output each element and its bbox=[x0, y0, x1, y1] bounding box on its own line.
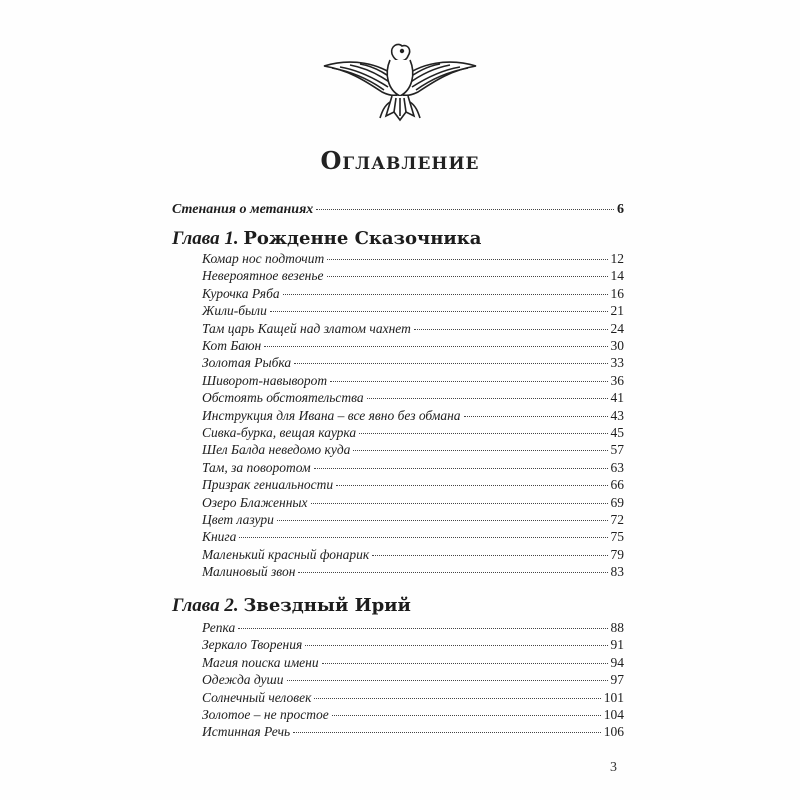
dot-leader bbox=[372, 555, 607, 556]
toc-entry[interactable] bbox=[202, 268, 624, 284]
toc-entry[interactable] bbox=[202, 286, 624, 302]
chapter-2-heading bbox=[172, 595, 411, 617]
toc-entry[interactable] bbox=[202, 547, 624, 563]
chapter-label: Глава 1. bbox=[172, 228, 239, 249]
entry-page-number: 101 bbox=[603, 689, 624, 705]
toc-entry[interactable] bbox=[202, 477, 624, 493]
entry-page-number: 75 bbox=[610, 529, 624, 545]
dot-leader bbox=[367, 398, 608, 399]
toc-entry[interactable] bbox=[202, 724, 624, 740]
entry-page-number: 104 bbox=[603, 707, 624, 722]
dot-leader bbox=[336, 485, 607, 486]
toc-entry[interactable] bbox=[202, 373, 624, 389]
dot-leader bbox=[414, 329, 608, 330]
entry-title: Цвет лазури bbox=[202, 512, 274, 527]
entry-page-number: 79 bbox=[610, 546, 624, 562]
entry-page-number: 43 bbox=[610, 407, 624, 423]
toc-entry[interactable] bbox=[202, 495, 624, 511]
entry-page-number: 6 bbox=[617, 202, 624, 217]
dot-leader bbox=[294, 363, 607, 364]
entry-page-number: 21 bbox=[610, 303, 624, 319]
chapter-title: Рожденне Сказочника bbox=[243, 228, 482, 249]
dot-leader bbox=[330, 381, 607, 382]
entry-title: Сивка-бурка, вещая каурка bbox=[202, 425, 357, 440]
chapter-label: Глава 2. bbox=[172, 595, 239, 616]
dot-leader bbox=[316, 209, 614, 210]
dot-leader bbox=[270, 311, 608, 312]
entry-title: Инструкция для Ивана – все явно без обмана bbox=[202, 407, 461, 423]
entry-page-number: 83 bbox=[610, 564, 624, 580]
entry-page-number: 69 bbox=[610, 494, 624, 510]
entry-page-number: 72 bbox=[610, 512, 624, 527]
entry-title: Обстоять обстоятельства bbox=[202, 390, 364, 406]
entry-title: Маленький красный фонарик bbox=[202, 546, 370, 562]
toc-entry[interactable] bbox=[202, 355, 624, 371]
entry-title: Одежда души bbox=[202, 672, 284, 688]
entry-title: Магия поиска имени bbox=[202, 654, 319, 670]
entry-page-number: 66 bbox=[610, 477, 624, 493]
entry-title: Золотое – не простое bbox=[202, 707, 329, 722]
entry-page-number: 94 bbox=[610, 654, 624, 670]
entry-title: Жили-были bbox=[202, 303, 267, 319]
entry-title: Истинная Речь bbox=[202, 724, 291, 740]
toc-entry[interactable] bbox=[202, 303, 624, 319]
toc-entry[interactable] bbox=[202, 442, 624, 458]
dot-leader bbox=[239, 537, 607, 538]
entry-title: Призрак гениальности bbox=[202, 477, 334, 493]
dot-leader bbox=[283, 294, 608, 295]
dot-leader bbox=[298, 572, 607, 573]
entry-page-number: 41 bbox=[610, 390, 624, 406]
toc-preface-entry[interactable] bbox=[172, 202, 624, 218]
toc-entry[interactable] bbox=[202, 251, 624, 267]
entry-page-number: 14 bbox=[610, 268, 624, 284]
entry-page-number: 12 bbox=[610, 251, 624, 266]
entry-title: Зеркало Творения bbox=[202, 637, 303, 653]
entry-title: Там, за поворотом bbox=[202, 459, 311, 475]
entry-page-number: 33 bbox=[610, 355, 624, 371]
entry-page-number: 97 bbox=[610, 672, 624, 688]
dot-leader bbox=[287, 680, 608, 681]
entry-page-number: 45 bbox=[610, 425, 624, 440]
dot-leader bbox=[314, 698, 600, 699]
dot-leader bbox=[359, 433, 607, 434]
toc-entry[interactable] bbox=[202, 408, 624, 424]
page-folio: 3 bbox=[610, 760, 617, 775]
dot-leader bbox=[293, 732, 601, 733]
entry-title: Малиновый звон bbox=[202, 564, 296, 580]
entry-title: Там царь Кащей над златом чахнет bbox=[202, 320, 411, 336]
dot-leader bbox=[311, 503, 608, 504]
dot-leader bbox=[238, 628, 607, 629]
dot-leader bbox=[277, 520, 608, 521]
entry-title: Репка bbox=[202, 620, 236, 635]
bird-ornament-icon bbox=[320, 40, 480, 124]
entry-page-number: 36 bbox=[610, 372, 624, 388]
entry-page-number: 91 bbox=[610, 637, 624, 653]
entry-title: Солнечный человек bbox=[202, 689, 312, 705]
dot-leader bbox=[322, 663, 608, 664]
chapter-title: Звездный Ирий bbox=[243, 595, 411, 616]
toc-entry[interactable] bbox=[202, 321, 624, 337]
toc-heading: Оглавление bbox=[320, 146, 480, 175]
toc-entry[interactable] bbox=[202, 564, 624, 580]
toc-entry[interactable] bbox=[202, 655, 624, 671]
entry-title: Озеро Блаженных bbox=[202, 494, 308, 510]
toc-entry[interactable] bbox=[202, 707, 624, 723]
entry-title: Шиворот-навыворот bbox=[202, 372, 328, 388]
entry-title: Курочка Ряба bbox=[202, 285, 280, 301]
entry-page-number: 63 bbox=[610, 459, 624, 475]
toc-entry[interactable] bbox=[202, 338, 624, 354]
dot-leader bbox=[464, 416, 608, 417]
entry-title: Стенания о метаниях bbox=[172, 202, 314, 217]
entry-page-number: 57 bbox=[610, 442, 624, 458]
entry-title: Невероятное везенье bbox=[202, 268, 324, 284]
dot-leader bbox=[314, 468, 608, 469]
entry-title: Шел Балда неведомо куда bbox=[202, 442, 351, 458]
entry-page-number: 24 bbox=[610, 320, 624, 336]
entry-page-number: 88 bbox=[610, 620, 624, 635]
toc-entry[interactable] bbox=[202, 425, 624, 441]
toc-entry[interactable] bbox=[202, 460, 624, 476]
dot-leader bbox=[305, 645, 607, 646]
entry-title: Книга bbox=[202, 529, 237, 545]
dot-leader bbox=[327, 276, 608, 277]
dot-leader bbox=[353, 450, 607, 451]
dot-leader bbox=[332, 715, 601, 716]
toc-entry[interactable] bbox=[202, 672, 624, 688]
toc-entry[interactable] bbox=[202, 529, 624, 545]
toc-entry[interactable] bbox=[202, 390, 624, 406]
toc-entry[interactable] bbox=[202, 512, 624, 528]
entry-page-number: 106 bbox=[603, 724, 624, 740]
entry-title: Золотая Рыбка bbox=[202, 355, 292, 371]
toc-entry[interactable] bbox=[202, 637, 624, 653]
dot-leader bbox=[264, 346, 607, 347]
entry-title: Комар нос подточит bbox=[202, 251, 325, 266]
dot-leader bbox=[327, 259, 607, 260]
chapter-1-heading bbox=[172, 228, 481, 250]
entry-title: Кот Баюн bbox=[202, 338, 262, 353]
entry-page-number: 30 bbox=[610, 338, 624, 353]
entry-page-number: 16 bbox=[610, 285, 624, 301]
toc-entry[interactable] bbox=[202, 620, 624, 636]
toc-entry[interactable] bbox=[202, 690, 624, 706]
